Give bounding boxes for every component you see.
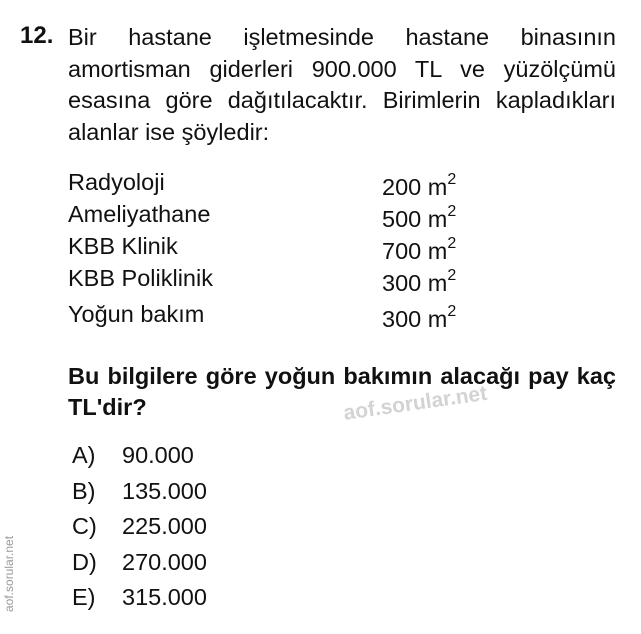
option-value: 315.000 <box>122 584 207 610</box>
option-value: 270.000 <box>122 548 207 575</box>
option-letter: D) <box>72 548 97 575</box>
area-row-radyoloji <box>68 166 488 198</box>
watermark-side: aof.sorular.net <box>2 535 16 612</box>
watermark-center: aof.sorular.net <box>342 381 489 425</box>
area-value: 500 $m^2$ <box>382 203 457 232</box>
area-value: 300 $m^2$ <box>382 267 457 296</box>
area-row-ameliyathane <box>68 198 488 230</box>
option-value: 90.000 <box>122 442 194 468</box>
question-stem: Bir hastane işletmesinde hastane binasının amortisman giderleri 900.000 TL ve yüzölçümü esasına göre dağıtılacaktır. Birimlerin kapladıkları alanlar ise şöyledir: <box>68 24 616 145</box>
option-letter: B) <box>72 477 96 504</box>
option-letter: C) <box>72 513 97 539</box>
area-row-kbb-poliklinik <box>68 262 488 294</box>
area-row-yogun-bakim <box>68 298 488 330</box>
option-value: 135.000 <box>122 477 207 504</box>
area-value: 200 $m^2$ <box>382 171 457 200</box>
area-label: KBB Poliklinik <box>68 265 213 291</box>
area-label: KBB Klinik <box>68 233 178 259</box>
question-number: 12. <box>20 22 54 49</box>
area-label: Ameliyathane <box>68 201 211 227</box>
question-prompt: Bu bilgilere göre yoğun bakımın alacağı pay kaç TL'dir? <box>68 363 616 420</box>
option-letter: E) <box>72 584 96 610</box>
area-value: 300 $m^2$ <box>382 303 457 332</box>
area-label: Yoğun bakım <box>68 301 205 327</box>
option-letter: A) <box>72 442 96 468</box>
area-value: 700 $m^2$ <box>382 235 457 264</box>
area-list <box>68 166 488 332</box>
area-label: Radyoloji <box>68 169 165 195</box>
area-row-kbb-klinik <box>68 230 488 262</box>
option-value: 225.000 <box>122 513 207 539</box>
